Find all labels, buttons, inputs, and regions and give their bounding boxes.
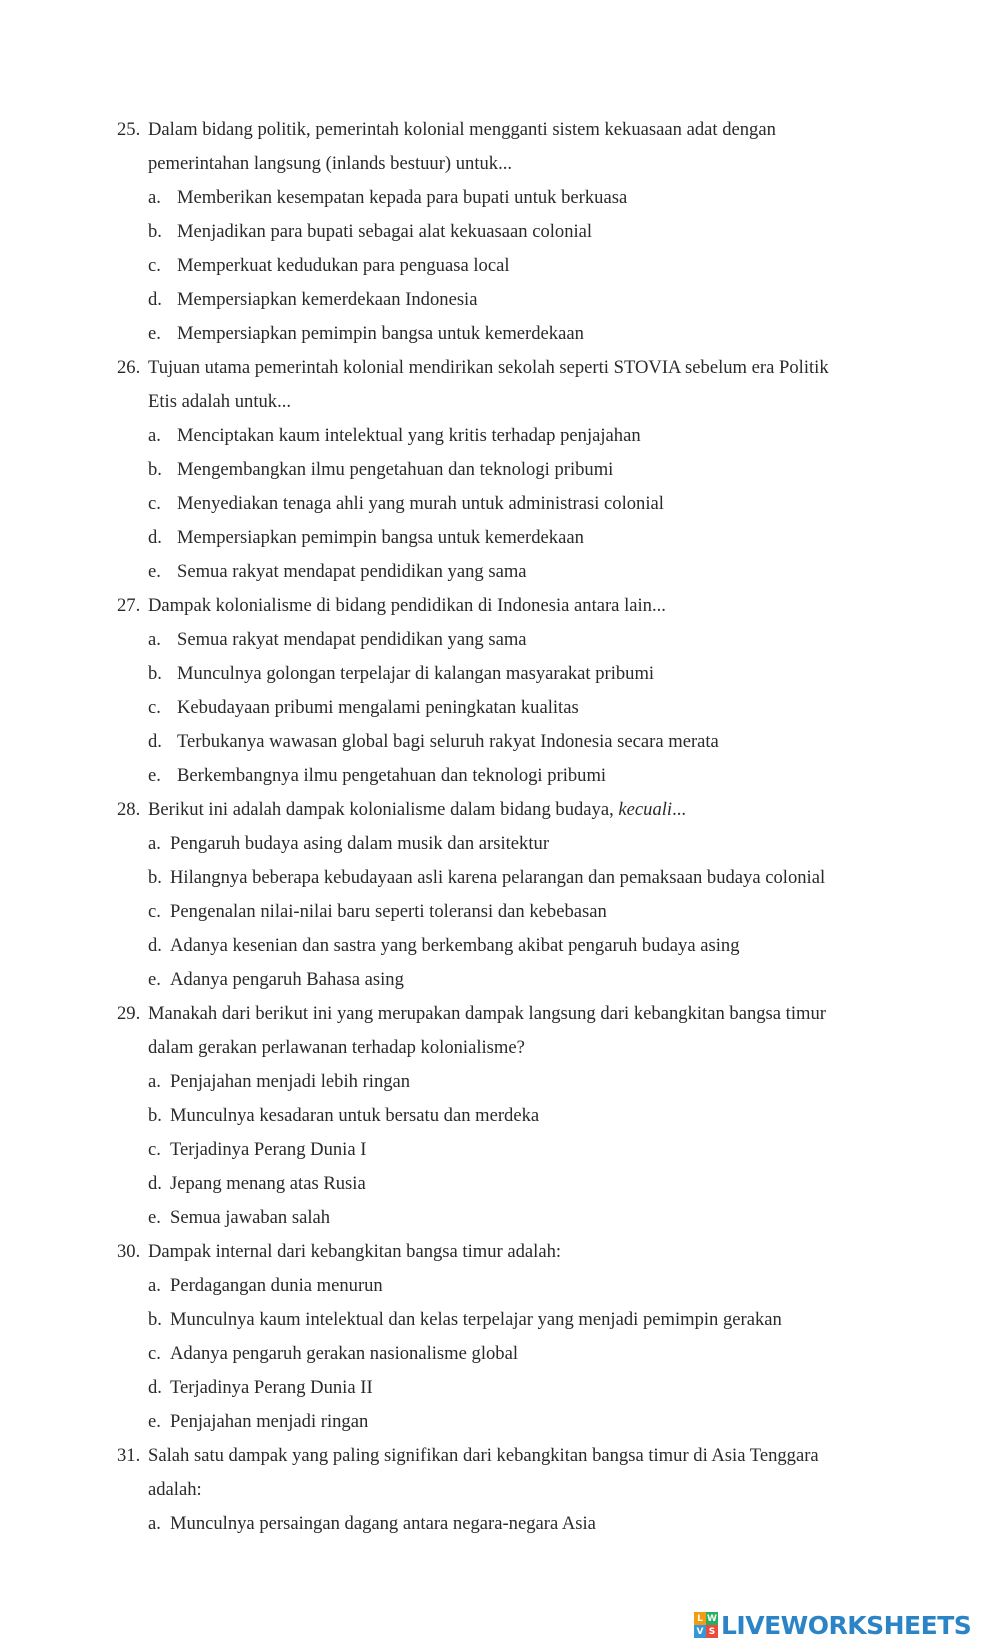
liveworksheets-logo <box>694 1610 971 1640</box>
option-letter: b. <box>148 1105 162 1126</box>
option-letter: c. <box>148 1343 161 1364</box>
question-text: dalam gerakan perlawanan terhadap kolonialisme? <box>148 1037 525 1058</box>
option-letter: a. <box>148 629 161 650</box>
option-letter: d. <box>148 1173 162 1194</box>
option-text: Munculnya persaingan dagang antara negara-negara Asia <box>170 1513 596 1534</box>
option-letter: e. <box>148 561 161 582</box>
option-text: Memperkuat kedudukan para penguasa local <box>177 255 510 276</box>
option-letter: d. <box>148 289 162 310</box>
option-letter: b. <box>148 221 162 242</box>
question-text: Salah satu dampak yang paling signifikan dari kebangkitan bangsa timur di Asia Tenggara <box>148 1445 819 1466</box>
question-number: 27. <box>117 595 141 616</box>
option-text: Adanya pengaruh gerakan nasionalisme global <box>170 1343 518 1364</box>
option-text: Penjajahan menjadi lebih ringan <box>170 1071 411 1092</box>
option-text: Munculnya golongan terpelajar di kalangan masyarakat pribumi <box>177 663 655 684</box>
option-letter: d. <box>148 731 162 752</box>
option-letter: d. <box>148 935 162 956</box>
option-letter: c. <box>148 255 161 276</box>
option-letter: c. <box>148 1139 161 1160</box>
option-text: Menyediakan tenaga ahli yang murah untuk administrasi colonial <box>177 493 664 514</box>
option-letter: b. <box>148 867 162 888</box>
option-text: Terjadinya Perang Dunia II <box>170 1377 373 1398</box>
question-text: pemerintahan langsung (inlands bestuur) untuk... <box>148 153 513 174</box>
logo-tile-w: W <box>707 1613 717 1624</box>
option-text: Munculnya kaum intelektual dan kelas terpelajar yang menjadi pemimpin gerakan <box>170 1309 782 1330</box>
question-text: Dalam bidang politik, pemerintah kolonial mengganti sistem kekuasaan adat dengan <box>148 119 776 140</box>
option-text: Menciptakan kaum intelektual yang kritis terhadap penjajahan <box>177 425 641 446</box>
liveworksheets-logo-icon <box>694 1612 718 1638</box>
option-text: Adanya kesenian dan sastra yang berkembang akibat pengaruh budaya asing <box>170 935 740 956</box>
option-text: Semua jawaban salah <box>170 1207 331 1228</box>
option-text: Pengenalan nilai-nilai baru seperti toleransi dan kebebasan <box>170 901 607 922</box>
option-text: Mempersiapkan pemimpin bangsa untuk kemerdekaan <box>177 323 584 344</box>
option-letter: c. <box>148 697 161 718</box>
option-letter: b. <box>148 459 162 480</box>
option-letter: e. <box>148 969 161 990</box>
option-text: Jepang menang atas Rusia <box>170 1173 366 1194</box>
option-text: Mempersiapkan pemimpin bangsa untuk kemerdekaan <box>177 527 584 548</box>
option-text: Mengembangkan ilmu pengetahuan dan teknologi pribumi <box>177 459 614 480</box>
option-text: Hilangnya beberapa kebudayaan asli karena pelarangan dan pemaksaan budaya colonial <box>170 867 826 888</box>
question-text: Dampak kolonialisme di bidang pendidikan di Indonesia antara lain... <box>148 595 666 616</box>
option-text: Kebudayaan pribumi mengalami peningkatan kualitas <box>177 697 579 718</box>
option-letter: c. <box>148 901 161 922</box>
option-letter: a. <box>148 1513 161 1534</box>
question-text: adalah: <box>148 1479 202 1500</box>
question-text: Dampak internal dari kebangkitan bangsa timur adalah: <box>148 1241 562 1262</box>
question-number: 28. <box>117 799 141 820</box>
option-text: Penjajahan menjadi ringan <box>170 1411 369 1432</box>
option-text: Berkembangnya ilmu pengetahuan dan teknologi pribumi <box>177 765 607 786</box>
option-letter: d. <box>148 527 162 548</box>
question-number: 25. <box>117 119 141 140</box>
question-text-ellipsis: ... <box>672 799 687 820</box>
question-number: 30. <box>117 1241 141 1262</box>
option-letter: a. <box>148 187 161 208</box>
option-letter: e. <box>148 765 161 786</box>
option-letter: d. <box>148 1377 162 1398</box>
option-text: Semua rakyat mendapat pendidikan yang sama <box>177 561 527 582</box>
option-letter: e. <box>148 1411 161 1432</box>
question-text: Etis adalah untuk... <box>148 391 292 412</box>
option-text: Memberikan kesempatan kepada para bupati untuk berkuasa <box>177 187 628 208</box>
option-text: Semua rakyat mendapat pendidikan yang sama <box>177 629 527 650</box>
question-number: 26. <box>117 357 141 378</box>
option-letter: b. <box>148 663 162 684</box>
logo-tile-v: V <box>694 1625 706 1638</box>
question-text <box>148 798 686 822</box>
question-text-emphasis: kecuali <box>618 799 673 820</box>
option-letter: c. <box>148 493 161 514</box>
option-letter: a. <box>148 1071 161 1092</box>
option-letter: a. <box>148 1275 161 1296</box>
question-text: Manakah dari berikut ini yang merupakan dampak langsung dari kebangkitan bangsa timur <box>148 1003 826 1024</box>
option-text: Adanya pengaruh Bahasa asing <box>170 969 404 990</box>
logo-tile-l: L <box>694 1612 706 1625</box>
option-text: Munculnya kesadaran untuk bersatu dan merdeka <box>170 1105 540 1126</box>
question-text: Tujuan utama pemerintah kolonial mendirikan sekolah seperti STOVIA sebelum era Politik <box>148 357 829 378</box>
option-letter: a. <box>148 833 161 854</box>
option-letter: e. <box>148 323 161 344</box>
option-letter: e. <box>148 1207 161 1228</box>
option-text: Menjadikan para bupati sebagai alat kekuasaan colonial <box>177 221 593 242</box>
question-text-main: Berikut ini adalah dampak kolonialisme dalam bidang budaya, <box>148 799 619 820</box>
option-letter: b. <box>148 1309 162 1330</box>
option-text: Pengaruh budaya asing dalam musik dan arsitektur <box>170 833 550 854</box>
option-text: Terjadinya Perang Dunia I <box>170 1139 367 1160</box>
logo-tile-s: S <box>706 1625 718 1638</box>
question-number: 31. <box>117 1445 141 1466</box>
option-text: Terbukanya wawasan global bagi seluruh rakyat Indonesia secara merata <box>177 731 719 752</box>
liveworksheets-wordmark: LIVEWORKSHEETS <box>721 1610 972 1640</box>
question-number: 29. <box>117 1003 141 1024</box>
option-letter: a. <box>148 425 161 446</box>
option-text: Mempersiapkan kemerdekaan Indonesia <box>177 289 478 310</box>
option-text: Perdagangan dunia menurun <box>170 1275 383 1296</box>
